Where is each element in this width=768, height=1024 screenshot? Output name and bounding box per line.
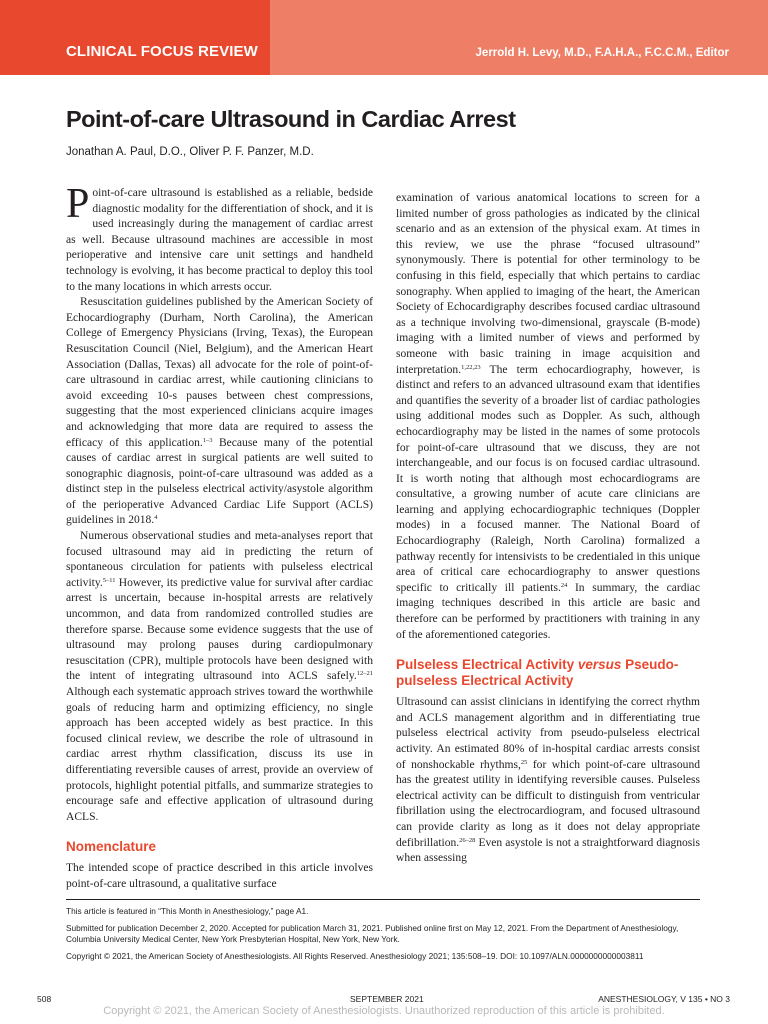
- reference-superscript: 26–28: [459, 836, 476, 844]
- reference-superscript: 25: [520, 758, 528, 766]
- heading-nomenclature: Nomenclature: [66, 839, 157, 855]
- heading-pulseless-electrical-activity: Pulseless Electrical Activity versus Pseudo-pulseless Electrical Activity: [396, 657, 679, 689]
- section-label: CLINICAL FOCUS REVIEW: [66, 43, 258, 60]
- paragraph-terminology: examination of various anatomical locations to screen for a limited number of gross pathologies as indicated by the clinical scenario and as an extension of the physical exam. At times in this review, we use the phrase “focused ultrasound” synonymously. There is potential for other terminology to be confusing in this field, especially that which pertains to cardiac sonography. When applied to imaging of the heart, the American Society of Echocardigraphy describes focused cardiac ultrasound as a technique involving two-dimensional, grayscale (B-mode) imaging with a limited number of views and performed by someone with basic training in image acquisition and interpretation.$^{1,22,23}$ The term echocardiography, however, is distinct and refers to an advanced ultrasound exam that identifies and quantifies the severity of a broader list of cardiac pathologies using additional modes such as Doppler. As such, although echocardiography may be listed in the names of some protocols for point-of-care ultrasound that we discuss, they are not interchangeable, and our focus is on focused cardiac ultrasound. It is worth noting that although most echocardiograms are consultative, a growing number of acute care clinicians are learning and applying echocardiographic techniques (Doppler modes) in a focused manner. The National Board of Echocardiography (Raleigh, North Carolina) formalized a pathway recently for intensivists to be credentialed in this unique area of critical care echocardiography to answer questions specific to critically ill patients.$^{24}$ In summary, the cardiac imaging techniques described in this article are basic and therefore can be performed by practitioners with training in any of the aforementioned categories.: [396, 192, 700, 641]
- reference-superscript: 5–11: [102, 576, 116, 584]
- reference-superscript: 1–3: [202, 436, 213, 444]
- reference-superscript: 1,22,23: [461, 363, 481, 371]
- article-title: Point-of-care Ultrasound in Cardiac Arrest: [66, 106, 516, 132]
- paragraph-rhythm: Ultrasound can assist clinicians in identifying the correct rhythm and ACLS management algorithm and in differentiating true pulseless electrical activity from pseudo-pulseless electrical activity. An estimated 80% of in-hospital cardiac arrests consist of nonshockable rhythms,$^{25}$ for which point-of-care ultrasound has the greatest utility in identifying reversible causes. Pulseless electrical activity can be difficult to distinguish from ventricular fibrillation using the electrocardiogram, and focused ultrasound can provide clarity as long as it does not delay appropriate defibrillation.$^{26-28}$ Even asystole is not a straightforward diagnosis when assessing: [396, 696, 700, 865]
- footnote-divider: [66, 899, 700, 900]
- left-column: [66, 181, 373, 893]
- footnotes: [66, 906, 706, 967]
- reference-superscript: 4: [154, 514, 158, 522]
- drop-cap: P: [66, 181, 90, 227]
- reference-superscript: 12–21: [356, 670, 373, 678]
- footnote-copyright: Copyright © 2021, the American Society of Anesthesiologists. All Rights Reserved. Anesthesiology 2021; 135:508–19. DOI: 10.1097/ALN.0000000000003811: [66, 950, 644, 961]
- footnote-submitted: Submitted for publication December 2, 2020. Accepted for publication March 31, 2021. Published online first on May 12, 2021. From the Department of Anesthesiology, Columbia University Medical Center, New York Presbyterian Hospital, New York, New York.: [66, 922, 679, 944]
- paragraph-scope: The intended scope of practice described in this article involves point-of-care ultrasound, a qualitative surface: [66, 862, 373, 890]
- copyright-watermark: Copyright © 2021, the American Society of Anesthesiologists. Unauthorized reproduction of this article is prohibited.: [103, 1005, 665, 1017]
- paragraph-studies: Numerous observational studies and meta-analyses report that focused ultrasound may aid in predicting the return of spontaneous circulation for patients with pulseless electrical activity.$^{5-11}$ However, its predictive value for survival after cardiac arrest is uncertain, because in-hospital arrests are relatively uncommon, and data from randomized controlled studies are therefore sparse. Because some evidence suggests that the use of ultrasound may prolong pauses during cardiopulmonary resuscitation (CPR), multiple protocols have been designed with the intent of integrating ultrasound into ACLS safely.$^{12-21}$ Although each systematic approach strives toward the worthwhile goals of reducing harm and optimizing efficiency, no single approach has been accepted widely as best practice. In this focused clinical review, we describe the role of ultrasound in cardiac arrest rhythm classification, discuss its use in differentiating reversible causes of arrest, provide an overview of protocols, highlight potential pitfalls, and summarize strategies to encourage safe and effective application of ultrasound during ACLS.: [66, 530, 373, 823]
- issue-date: SEPTEMBER 2021: [350, 994, 424, 1004]
- journal-volume: ANESTHESIOLOGY, V 135 • NO 3: [598, 994, 730, 1004]
- footnote-featured: This article is featured in “This Month in Anesthesiology,” page A1.: [66, 906, 309, 916]
- right-column: [396, 191, 700, 867]
- article-authors: Jonathan A. Paul, D.O., Oliver P. F. Panzer, M.D.: [66, 146, 314, 158]
- header-section-block: [0, 0, 270, 75]
- intro-paragraph: Point-of-care ultrasound is established as a reliable, bedside diagnostic modality for the differentiation of shock, and it is used increasingly during the management of cardiac arrest as well. Because ultrasound machines are accessible in most perioperative and intensive care unit settings and handheld technology is evolving, it has become practical to deploy this tool to the many locations in which arrests occur.: [66, 181, 373, 293]
- paragraph-guidelines: Resuscitation guidelines published by the American Society of Echocardiography (Durham, North Carolina), the American College of Emergency Physicians (Irving, Texas), the European Resuscitation Council (Niel, Belgium), and the American Heart Association (Dallas, Texas) all advocate for the role of point-of-care ultrasound in cardiac arrest, while cautioning clinicians to avoid exceeding 10-s pauses between chest compressions, suggesting that the most experienced clinicians acquire images and acknowledging that more data are required to assess the efficacy of this application.$^{1-3}$ Because many of the potential causes of cardiac arrest in surgical patients are well suited to sonographic diagnosis, point-of-care ultrasound was added as a distinct step in the pulseless electrical activity/asystole algorithm of the perioperative Advanced Cardiac Life Support (ACLS) guidelines in 2018.$^4$: [66, 296, 373, 527]
- reference-superscript: 24: [560, 581, 568, 589]
- editor-credit: Jerrold H. Levy, M.D., F.A.H.A., F.C.C.M., Editor: [475, 47, 729, 59]
- page-number: 508: [37, 994, 52, 1004]
